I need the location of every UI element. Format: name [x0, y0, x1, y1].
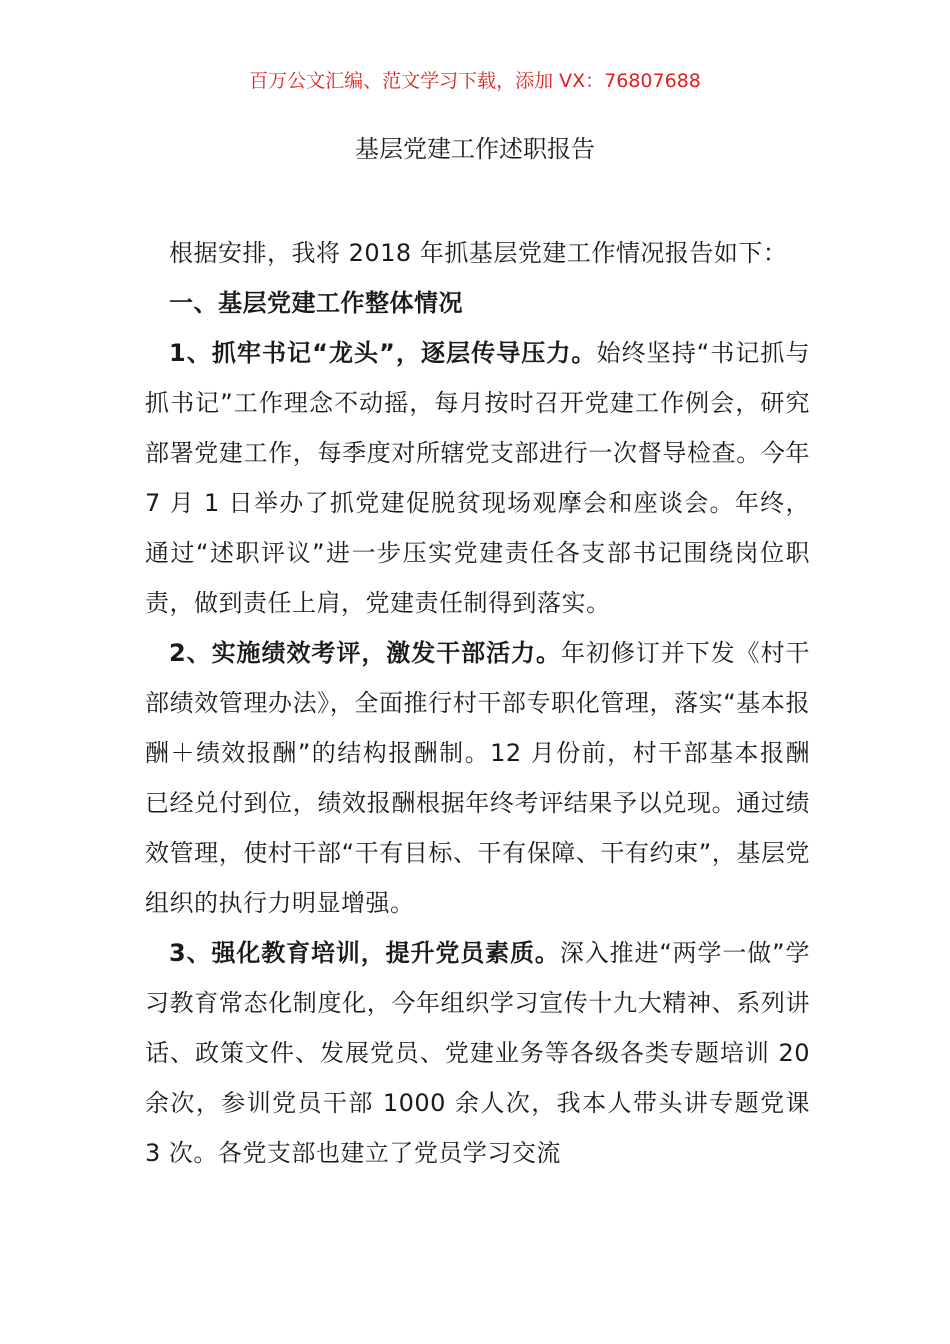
- paragraph-item-1: [145, 328, 810, 628]
- document-title: 基层党建工作述职报告: [355, 135, 595, 163]
- item-3-lead: 3、强化教育培训，提升党员素质。: [169, 939, 560, 967]
- item-2-text: 年初修订并下发《村干部绩效管理办法》，全面推行村干部专职化管理，落实“基本报酬＋绩效报酬”的结构报酬制。12 月份前，村干部基本报酬已经兑付到位，绩效报酬根据年终考评结果予以兑现。通过绩效管理，使村干部“干有目标、干有保障、干有约束”，基层党组织的执行力明显增强。: [145, 639, 811, 917]
- paragraph-item-2: [145, 628, 810, 928]
- intro-paragraph: 根据安排，我将 2018 年抓基层党建工作情况报告如下：: [169, 239, 788, 267]
- paragraph-item-3: [145, 928, 810, 1178]
- item-1-text: 始终坚持“书记抓与抓书记”工作理念不动摇，每月按时召开党建工作例会，研究部署党建工作，每季度对所辖党支部进行一次督导检查。今年 7 月 1 日举办了抓党建促脱贫现场观摩会和座谈会。年终，通过“述职评议”进一步压实党建责任各支部书记围绕岗位职责，做到责任上肩，党建责任制得到落实。: [145, 339, 810, 617]
- document-body: [145, 228, 810, 1178]
- item-1-lead: 1、抓牢书记“龙头”，逐层传导压力。: [169, 339, 597, 367]
- promo-banner: 百万公文汇编、范文学习下载，添加 VX：76807688: [249, 70, 701, 92]
- item-2-lead: 2、实施绩效考评，激发干部活力。: [169, 639, 561, 667]
- item-3-text: 深入推进“两学一做”学习教育常态化制度化，今年组织学习宣传十九大精神、系列讲话、政策文件、发展党员、党建业务等各级各类专题培训 20 余次，参训党员干部 1000 余人次，我本人带头讲专题党课 3 次。各党支部也建立了党员学习交流: [145, 939, 810, 1167]
- section-heading: 一、基层党建工作整体情况: [169, 289, 463, 317]
